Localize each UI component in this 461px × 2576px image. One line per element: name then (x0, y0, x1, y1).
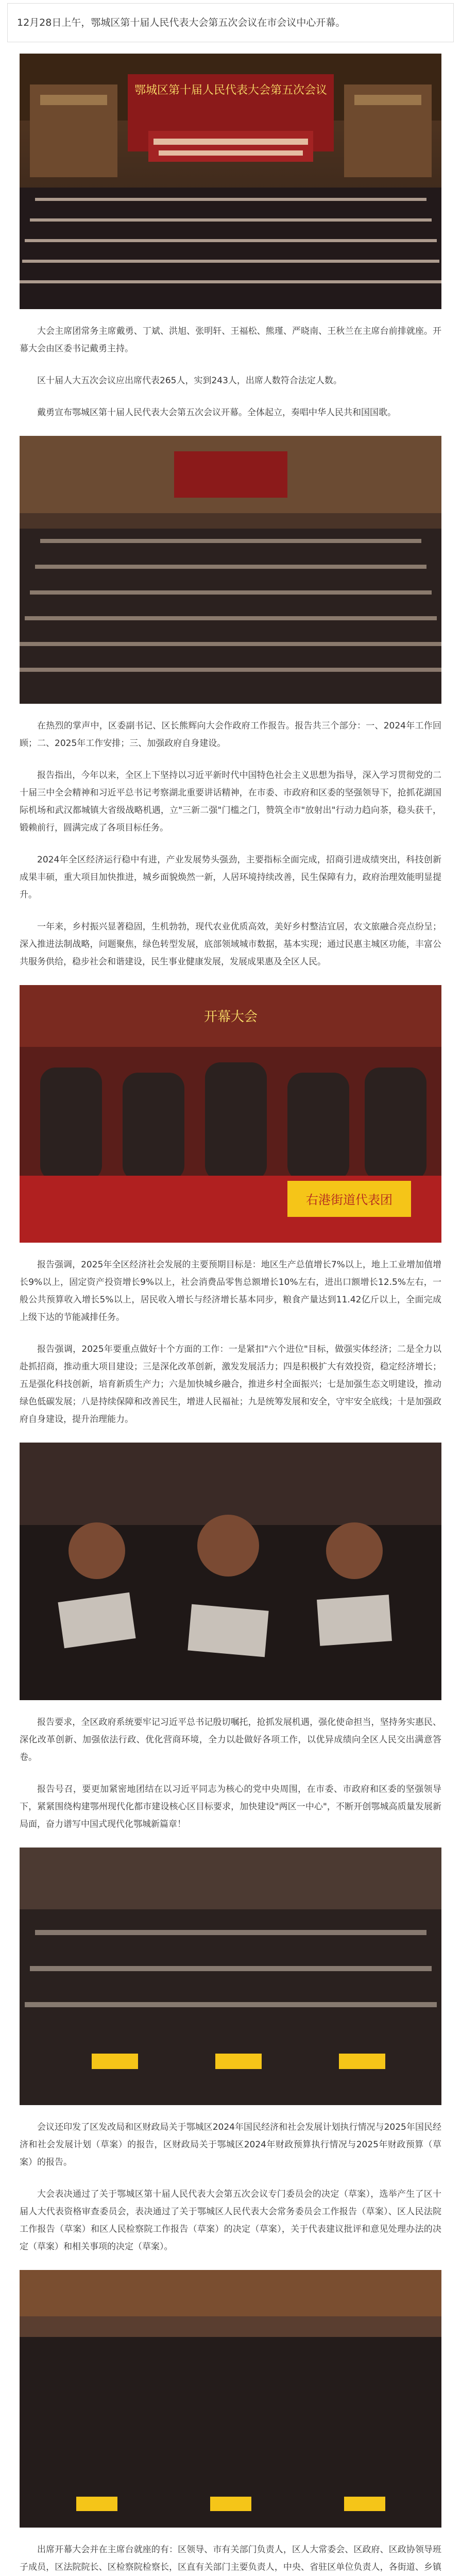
paragraph-14: 出席开幕大会并在主席台就座的有：区领导、市有关部门负责人，区人大常委会、区政府、区政协领导班子成员，区法院院长、区检察院检察长，区直有关部门主要负责人，中央、省驻区单位负责人，各街道、乡镇 (20, 2545, 441, 2572)
paragraph-3: 戴勇宣布鄂城区第十届人民代表大会第五次会议开幕。全体起立，奏唱中华人民共和国国歌。 (37, 408, 396, 418)
photo-audience-standing-image (20, 436, 441, 704)
paragraph-1: 大会主席团常务主席戴勇、丁斌、洪旭、张明轩、王福松、熊瑾、严晓南、王秋兰在主席台前排就座。开幕大会由区委书记戴勇主持。 (20, 326, 441, 354)
photo-delegates-wide-image (20, 2270, 441, 2528)
photo-presidium (20, 985, 441, 1243)
paragraph-10: 报告要求，全区政府系统要牢记习近平总书记殷切嘱托，抢抓发展机遇，强化使命担当，坚持务实惠民、深化改革创新、加强依法行政、优化营商环境，全力以赴做好各项工作，以优异成绩向全区人民交出满意答卷。 (20, 1717, 441, 1762)
photo-hall-wide (20, 54, 441, 309)
paragraph-8: 报告强调，2025年全区经济社会发展的主要预期目标是：地区生产总值增长7%以上，地上工业增加值增长9%以上，固定资产投资增长9%以上，社会消费品零售总额增长10%左右，进出口额增长12.5%左右，一般公共预算收入增长5%以上，居民收入增长与经济增长基本同步，粮食产量达到11.42亿斤以上，全面完成上级下达的节能减排任务。 (20, 1260, 441, 1323)
paragraph-7: 一年来，乡村振兴显著稳固，生机勃勃，现代农业优质高效，美好乡村整洁宜居，农文旅融合亮点纷呈；深入推进法制战略，问题聚焦，绿色转型发展，底部领域城市数据，基本实现；通过民惠主城区功能，丰富公共服务供给，稳步社会和谐建设，民生事业健康发展，发展成果惠及全区人民。 (20, 922, 441, 967)
paragraph-2: 区十届人大五次会议应出席代表265人，实到243人，出席人数符合法定人数。 (37, 376, 342, 386)
paragraph-11: 报告号召，要更加紧密地团结在以习近平同志为核心的党中央周围，在市委、市政府和区委的坚强领导下，紧紧围绕构建鄂州现代化都市建设核心区目标要求，加快建设"两区一中心"，不断开创鄂城高质量发展新局面，奋力谱写中国式现代化鄂城新篇章！ (20, 1784, 441, 1829)
paragraph-4: 在热烈的掌声中，区委副书记、区长熊辉向大会作政府工作报告。报告共三个部分：一、2024年工作回顾；二、2025年工作安排；三、加强政府自身建设。 (20, 721, 441, 749)
photo-hall-wide-image (20, 54, 441, 309)
paragraph-12: 会议还印发了区发改局和区财政局关于鄂城区2024年国民经济和社会发展计划执行情况与2025年国民经济和社会发展计划（草案）的报告，区财政局关于鄂城区2024年财政预算执行情况与2025年财政预算（草案）的报告。 (20, 2122, 441, 2167)
photo-delegates-wide (20, 2270, 441, 2528)
photo-delegates-reading-image (20, 1443, 441, 1700)
photo-delegates-rows-image (20, 1848, 441, 2105)
photo-presidium-image (20, 985, 441, 1243)
paragraph-6: 2024年全区经济运行稳中有进，产业发展势头强劲，主要指标全面完成，招商引进成绩突出，科技创新成果丰硕，重大项目加快推进，城乡面貌焕然一新，人居环境持续改善，民生保障有力，政府治理效能明显提升。 (20, 855, 441, 900)
photo-audience-standing (20, 436, 441, 704)
paragraph-13: 大会表决通过了关于鄂城区第十届人民代表大会第五次会议专门委员会的决定（草案），选举产生了区十届人大代表资格审查委员会，表决通过了关于鄂城区人民代表大会常务委员会工作报告（草案）、区人民法院工作报告（草案）和区人民检察院工作报告（草案）的决定（草案），关于代表建议批评和意见处理办法的决定（草案）和相关事项的决定（草案）。 (20, 2189, 441, 2252)
article-intro-box (7, 3, 454, 42)
paragraph-9: 报告强调，2025年要重点做好十个方面的工作：一是紧扣"六个进位"目标，做强实体经济；二是全力以赴抓招商，推动重大项目建设；三是深化改革创新，激发发展活力；四是积极扩大有效投资，稳定经济增长；五是强化科技创新，培育新质生产力；六是加快城乡融合，推进乡村全面振兴；七是加强生态文明建设，推动绿色低碳发展；八是持续保障和改善民生，增进人民福祉；九是统筹发展和安全，守牢安全底线；十是加强政府自身建设，提升治理能力。 (20, 1344, 441, 1425)
photo-delegates-reading (20, 1443, 441, 1700)
photo-delegates-rows (20, 1848, 441, 2105)
photo-hall-banner-text: 鄂城区第十届人民代表大会第五次会议 (134, 84, 328, 97)
paragraph-5: 报告指出，今年以来，全区上下坚持以习近平新时代中国特色社会主义思想为指导，深入学习贯彻党的二十届三中全会精神和习近平总书记考察湖北重要讲话精神，在市委、市政府和区委的坚强领导下，抢抓花湖国际机场和武汉都城镇大省级战略机遇，立"三新二强"门槛之门，赞筑全市"放射出"行动力趋向茶，稳头获千，锻赖前行，圆满完成了各项目标任务。 (20, 770, 441, 833)
photo-presidium-badge-text: 右港街道代表团 (306, 1193, 392, 1207)
article-intro-text: 12月28日上午，鄂城区第十届人民代表大会第五次会议在市会议中心开幕。 (17, 17, 346, 28)
photo-presidium-banner-text: 开幕大会 (203, 1009, 258, 1025)
